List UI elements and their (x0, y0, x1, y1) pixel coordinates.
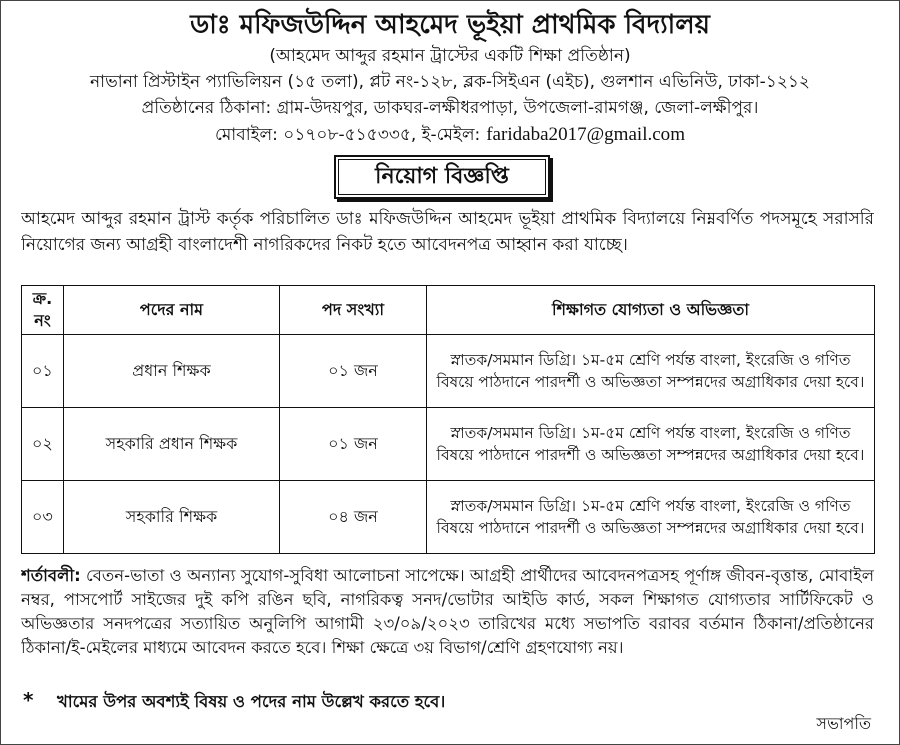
table-header-row (22, 286, 875, 335)
row-post: প্রধান শিক্ষক (64, 335, 280, 408)
header-serial-line-1: ক্র. (32, 289, 53, 308)
table-row (22, 408, 875, 481)
row-serial: ০২ (22, 408, 64, 481)
conditions-label: শর্তাবলী: (21, 566, 81, 585)
conditions-text: বেতন-ভাতা ও অন্যান্য সুযোগ-সুবিধা আলোচনা সাপেক্ষে। আগ্রহী প্রার্থীদের আবেদনপত্রসহ পূর্ণাঙ্গ জীবন-বৃত্তান্ত, মোবাইল নম্বর, পাসপোর্ট সাইজের দুই কপি রঙিন ছবি, নাগরিকত্ব সনদ/ভোটার আইডি কার্ড, সকল শিক্ষাগত যোগ্যতার সার্টিফিকেট ও অভিজ্ঞতার সনদপত্রের সত্যায়িত অনুলিপি আগামী ২৩/০৯/২০২৩ তারিখের মধ্যে সভাপতি বরাবর বর্তমান ঠিকানা/প্রতিষ্ঠানের ঠিকানা/ই-মেইলের মাধ্যমে আবেদন করতে হবে। শিক্ষা ক্ষেত্রে ৩য় বিভাগ/শ্রেণি গ্রহণযোগ্য নয়। (21, 566, 874, 657)
contact-mobile-text: মোবাইল: ০১৭০৮-৫১৫৩৩৫, ই-মেইল: (214, 125, 481, 145)
email-address: faridaba2017@gmail.com (486, 124, 686, 145)
row-count: ০৪ জন (280, 481, 427, 554)
header-qualification: শিক্ষাগত যোগ্যতা ও অভিজ্ঞতা (427, 286, 875, 335)
row-serial: ০৩ (22, 481, 64, 554)
signature-president: সভাপতি (816, 714, 871, 733)
school-name-title: ডাঃ মফিজউদ্দিন আহমেদ ভূইয়া প্রাথমিক বিদ্যালয় (190, 10, 710, 40)
intro-paragraph: আহমেদ আব্দুর রহমান ট্রাস্ট কর্তৃক পরিচালিত ডাঃ মফিজউদ্দিন আহমেদ ভূইয়া প্রাথমিক বিদ্যালয়ে নিম্নবর্ণিত পদসমূহে সরাসরি নিয়োগের জন্য আগ্রহী বাংলাদেশী নাগরিকদের নিকট হতে আবেদনপত্র আহ্বান করা যাচ্ছে। (21, 209, 874, 255)
row-post: সহকারি শিক্ষক (64, 481, 280, 554)
institution-address: প্রতিষ্ঠানের ঠিকানা: গ্রাম-উদয়পুর, ডাকঘর-লক্ষীধরপাড়া, উপজেলা-রামগঞ্জ, জেলা-লক্ষীপুর। (141, 98, 759, 118)
notice-heading: নিয়োগ বিজ্ঞপ্তি (338, 159, 546, 195)
row-serial: ০১ (22, 335, 64, 408)
note-text: খামের উপর অবশ্যই বিষয় ও পদের নাম উল্লেখ করতে হবে। (57, 692, 446, 711)
row-qualification: স্নাতক/সমমান ডিগ্রি। ১ম-৫ম শ্রেণি পর্যন্ত বাংলা, ইংরেজি ও গণিত বিষয়ে পাঠদানে পারদর্শী ও অভিজ্ঞতা সম্পন্নদের অগ্রাধিকার দেয়া হবে। (427, 408, 875, 481)
header-serial (22, 286, 64, 335)
row-count: ০১ জন (280, 408, 427, 481)
notice-heading-box (334, 155, 550, 199)
conditions-paragraph (21, 564, 874, 686)
vacancy-table (21, 285, 875, 554)
row-qualification: স্নাতক/সমমান ডিগ্রি। ১ম-৫ম শ্রেণি পর্যন্ত বাংলা, ইংরেজি ও গণিত বিষয়ে পাঠদানে পারদর্শী ও অভিজ্ঞতা সম্পন্নদের অগ্রাধিকার দেয়া হবে। (427, 335, 875, 408)
row-qualification: স্নাতক/সমমান ডিগ্রি। ১ম-৫ম শ্রেণি পর্যন্ত বাংলা, ইংরেজি ও গণিত বিষয়ে পাঠদানে পারদর্শী ও অভিজ্ঞতা সম্পন্নদের অগ্রাধিকার দেয়া হবে। (427, 481, 875, 554)
trust-subtitle: (আহমেদ আব্দুর রহমান ট্রাস্টের একটি শিক্ষা প্রতিষ্ঠান) (269, 46, 631, 66)
header-count: পদ সংখ্যা (280, 286, 427, 335)
table-row (22, 481, 875, 554)
header-post: পদের নাম (64, 286, 280, 335)
contact-line (21, 121, 879, 149)
row-count: ০১ জন (280, 335, 427, 408)
table-row (22, 335, 875, 408)
note-asterisk: * (23, 688, 34, 712)
office-address: নাভানা প্রিস্টাইন প্যাভিলিয়ন (১৫ তলা), প্লট নং-১২৮, ব্লক-সিইএন (এইচ), গুলশান এভিনিউ, ঢাকা-১২১২ (90, 72, 810, 92)
envelope-note (23, 688, 874, 712)
row-post: সহকারি প্রধান শিক্ষক (64, 408, 280, 481)
header-serial-line-2: নং (34, 311, 51, 330)
